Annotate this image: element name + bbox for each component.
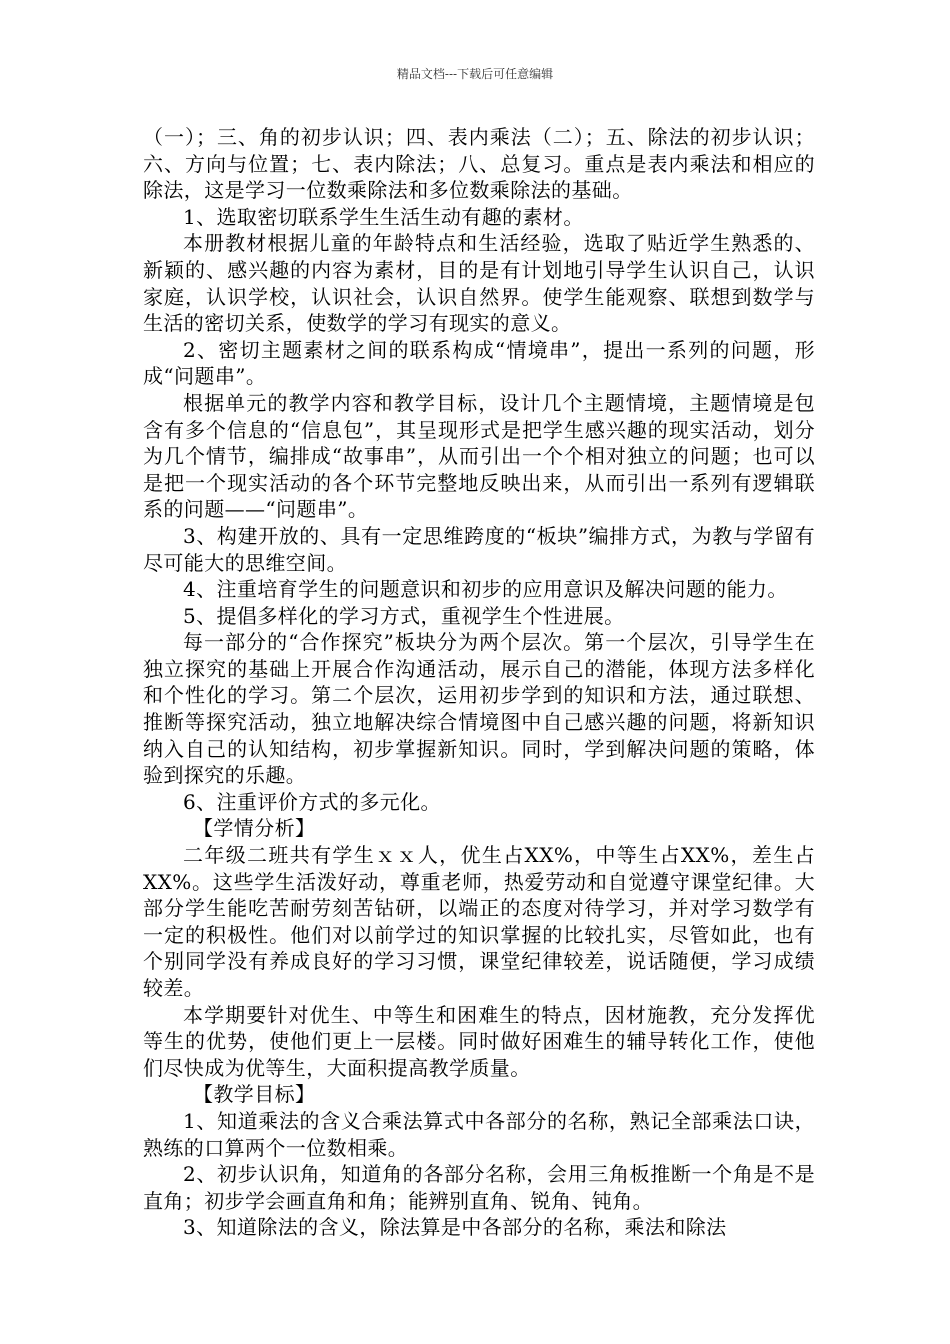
paragraph: 3、构建开放的、具有一定思维跨度的“板块”编排方式，为教与学留有尽可能大的思维空间。 [143, 523, 815, 575]
paragraph: 2、密切主题素材之间的联系构成“情境串”，提出一系列的问题，形成“问题串”。 [143, 337, 815, 389]
paragraph: 本册教材根据儿童的年龄特点和生活经验，选取了贴近学生熟悉的、新颖的、感兴趣的内容为素材，目的是有计划地引导学生认识自己，认识家庭，认识学校，认识社会，认识自然界。使学生能观察、联想到数学与生活的密切关系，使数学的学习有现实的意义。 [143, 231, 815, 336]
document-body [143, 124, 815, 1241]
paragraph: 根据单元的教学内容和教学目标，设计几个主题情境，主题情境是包含有多个信息的“信息包”，其呈现形式是把学生感兴趣的现实活动，划分为几个情节，编排成“故事串”，从而引出一个个相对独立的问题；也可以是把一个现实活动的各个环节完整地反映出来，从而引出一系列有逻辑联系的问题——“问题串”。 [143, 390, 815, 522]
paragraph: 二年级二班共有学生ｘｘ人，优生占XX%，中等生占XX%，差生占XX%。这些学生活泼好动，尊重老师，热爱劳动和自觉遵守课堂纪律。大部分学生能吃苦耐劳刻苦钻研，以端正的态度对待学习，并对学习数学有一定的积极性。他们对以前学过的知识掌握的比较扎实，尽管如此，也有个别同学没有养成良好的学习习惯，课堂纪律较差，说话随便，学习成绩较差。 [143, 843, 815, 1000]
section-heading: 【教学目标】 [193, 1082, 316, 1107]
paragraph: 每一部分的“合作探究”板块分为两个层次。第一个层次，引导学生在独立探究的基础上开展合作沟通活动，展示自己的潜能，体现方法多样化和个性化的学习。第二个层次，运用初步学到的知识和方法，通过联想、推断等探究活动，独立地解决综合情境图中自己感兴趣的问题，将新知识纳入自己的认知结构，初步掌握新知识。同时，学到解决问题的策略，体验到探究的乐趣。 [143, 630, 815, 788]
paragraph: （一）；三、角的初步认识；四、表内乘法（二）；五、除法的初步认识；六、方向与位置；七、表内除法；八、总复习。重点是表内乘法和相应的除法，这是学习一位数乘除法和多位数乘除法的基础。 [143, 125, 815, 203]
paragraph: 1、选取密切联系学生生活生动有趣的素材。 [183, 204, 584, 229]
paragraph: 本学期要针对优生、中等生和困难生的特点，因材施教，充分发挥优等生的优势，使他们更上一层楼。同时做好困难生的辅导转化工作，使他们尽快成为优等生，大面积提高教学质量。 [143, 1002, 815, 1080]
paragraph: 5、提倡多样化的学习方式，重视学生个性进展。 [183, 603, 625, 628]
paragraph: 2、初步认识角，知道角的各部分名称，会用三角板推断一个角是不是直角；初步学会画直角和角；能辨别直角、锐角、钝角。 [143, 1162, 815, 1213]
paragraph: 3、知道除法的含义，除法算是中各部分的名称，乘法和除法 [183, 1215, 727, 1240]
section-heading: 【学情分析】 [193, 816, 316, 841]
paragraph: 4、注重培育学生的问题意识和初步的应用意识及解决问题的能力。 [183, 577, 788, 602]
paragraph: 6、注重评价方式的多元化。 [183, 789, 441, 814]
paragraph: 1、知道乘法的含义合乘法算式中各部分的名称，熟记全部乘法口诀，熟练的口算两个一位数相乘。 [143, 1108, 815, 1160]
page-header: 精品文档---下载后可任意编辑 [396, 67, 554, 81]
